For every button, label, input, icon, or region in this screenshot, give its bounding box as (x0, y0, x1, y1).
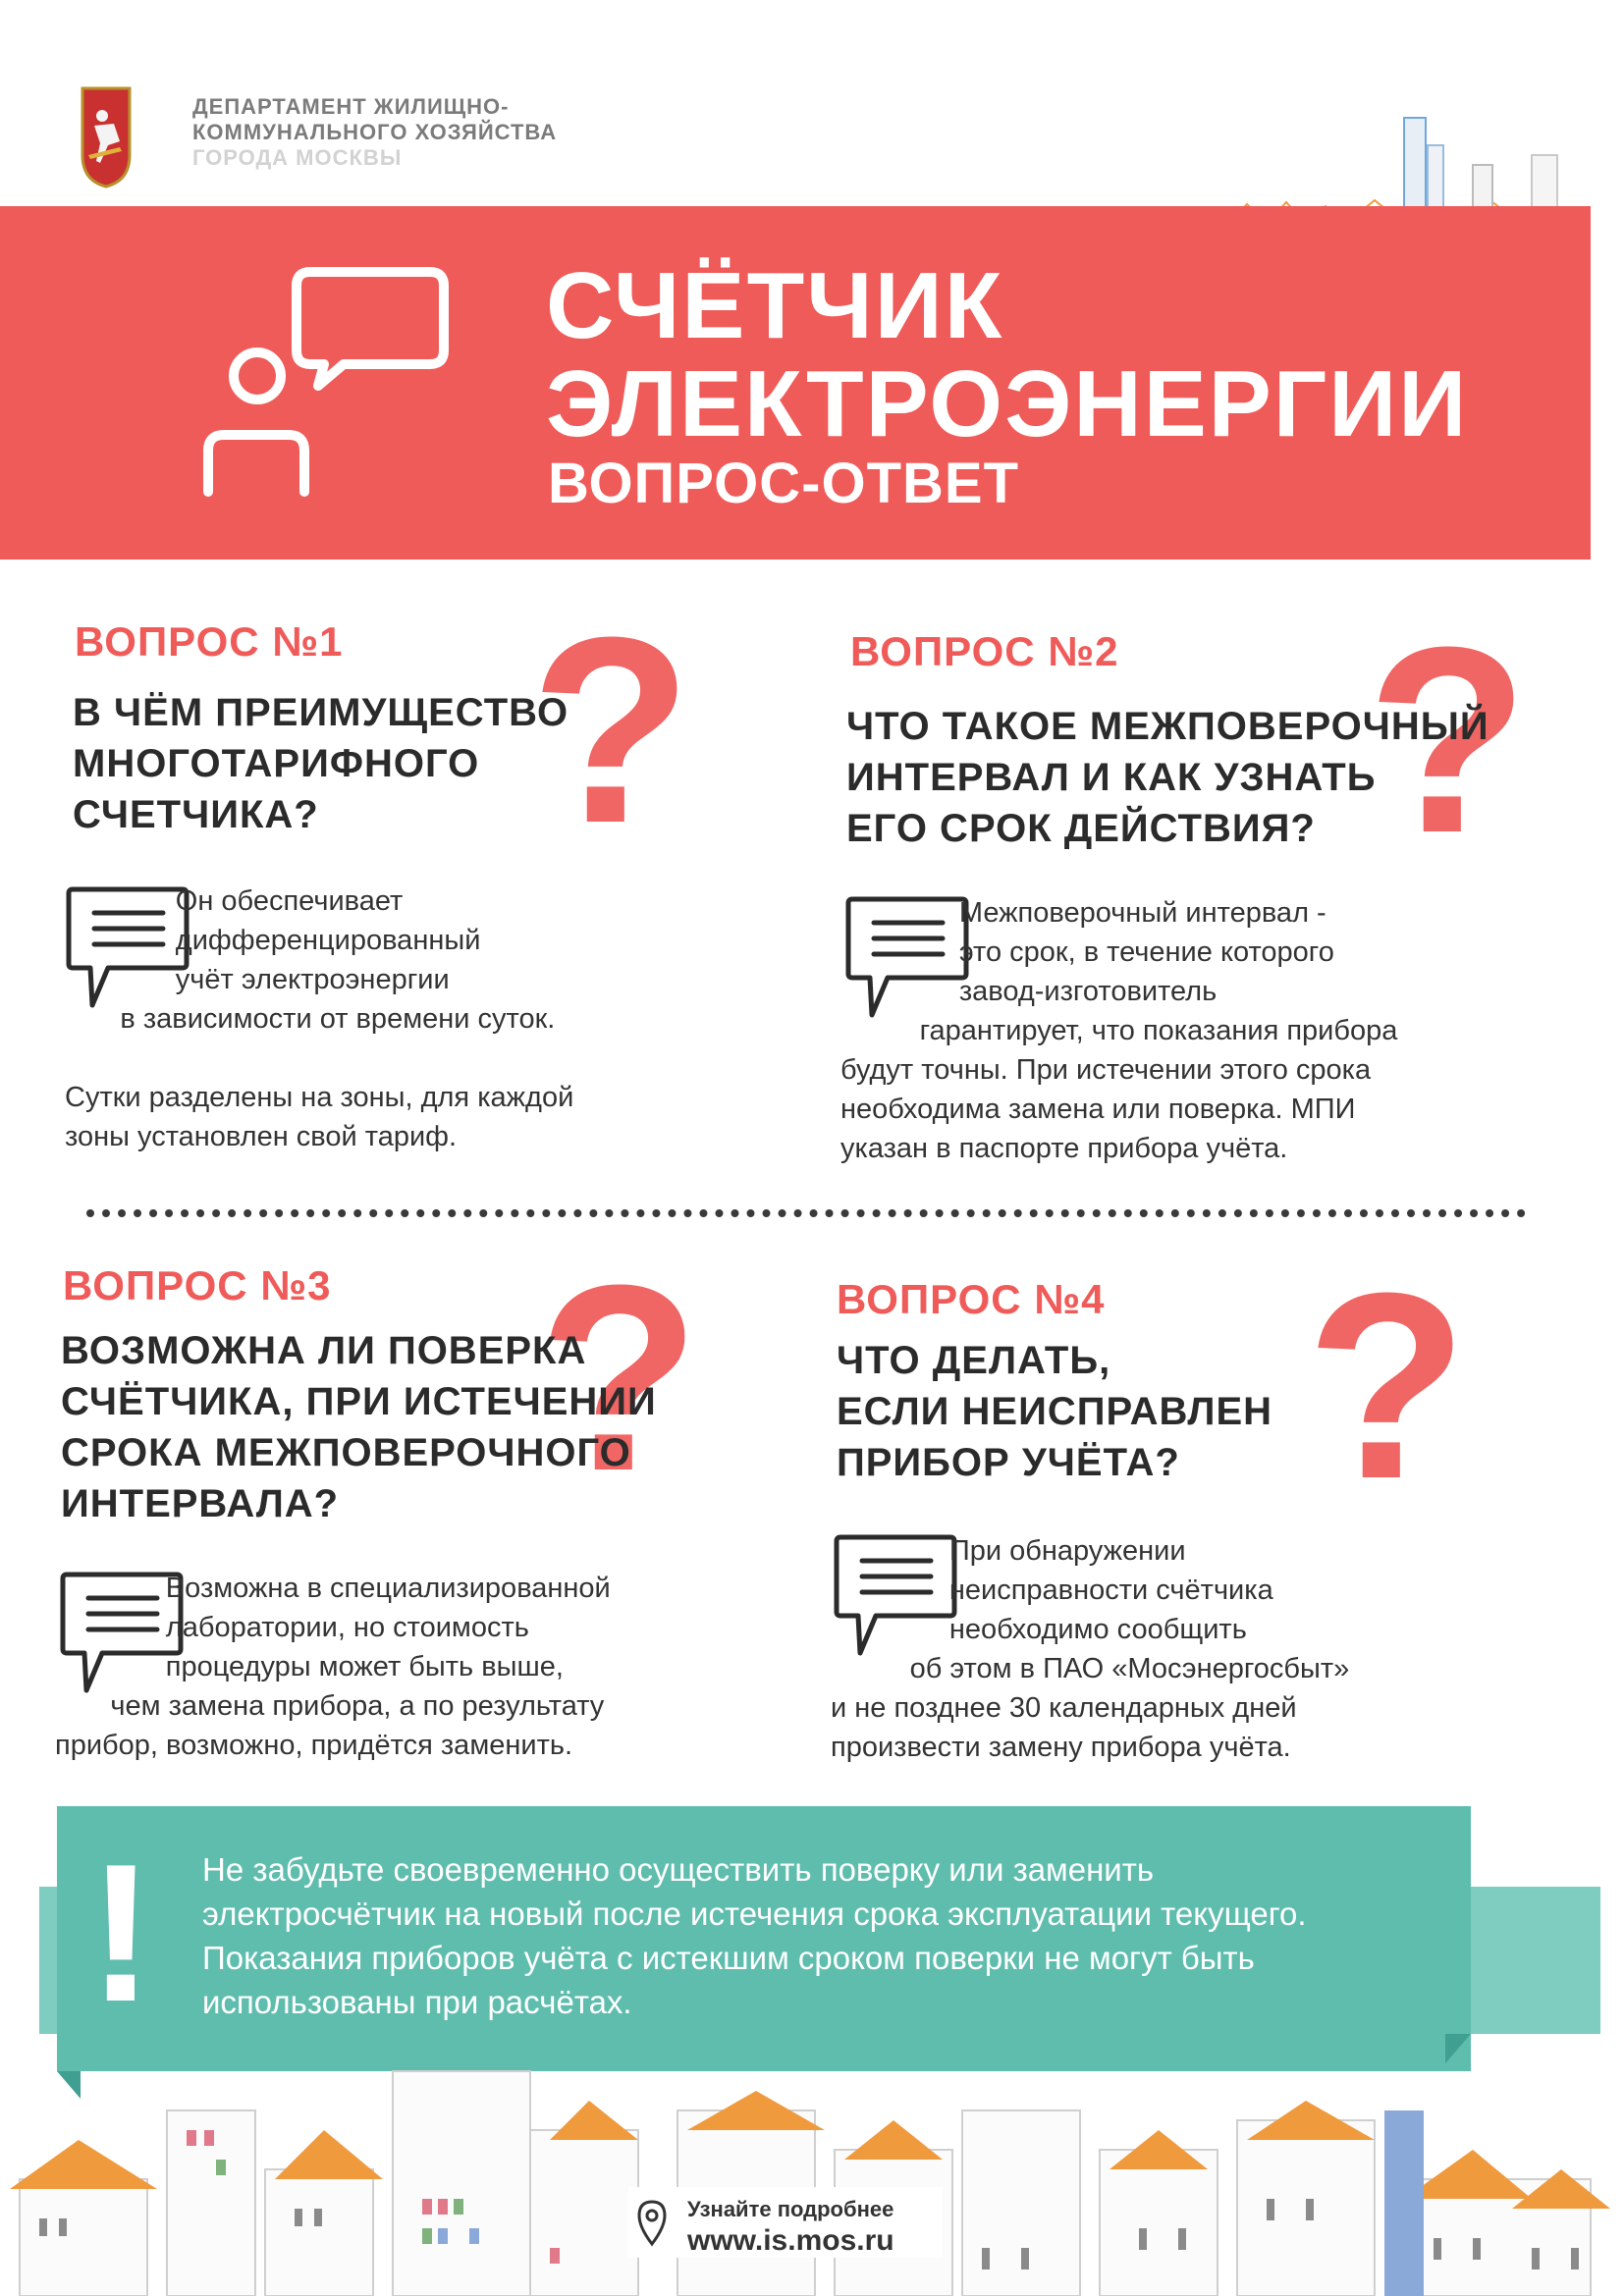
question-2-label: ВОПРОС №2 (850, 628, 1119, 674)
question-mark-icon: ? (1306, 1239, 1468, 1534)
dept-line-2: КОММУНАЛЬНОГО ХОЗЯЙСТВА (192, 120, 558, 144)
question-3-label: ВОПРОС №3 (63, 1262, 332, 1308)
person-with-speech-bubble-icon (196, 260, 461, 506)
location-pin-icon (636, 2199, 668, 2248)
subtitle: ВОПРОС-ОТВЕТ (548, 452, 1020, 515)
website-link[interactable]: www.is.mos.ru (687, 2224, 894, 2257)
question-4-text: ЧТО ДЕЛАТЬ, ЕСЛИ НЕИСПРАВЛЕН ПРИБОР УЧЁТА? (837, 1339, 1273, 1484)
title-line-1: СЧЁТЧИК (546, 253, 1004, 358)
reminder-text: Не забудьте своевременно осуществить поверку или заменить электросчётчик на новый после истечения срока эксплуатации текущего. Показания приборов учёта с истекшим сроком поверки не могут быть использованы при расчётах. (202, 1851, 1307, 2020)
question-3-text: ВОЗМОЖНА ЛИ ПОВЕРКА СЧЁТЧИКА, ПРИ ИСТЕЧЕНИИ СРОКА МЕЖПОВЕРОЧНОГО ИНТЕРВАЛА? (61, 1329, 657, 1525)
dotted-divider (86, 1209, 1526, 1217)
question-mark-icon: ? (1367, 593, 1529, 888)
dept-line-3: ГОРОДА МОСКВЫ (192, 145, 403, 170)
department-name (192, 94, 557, 171)
answer-3-text: Возможна в специализированной лаборатории, но стоимость процедуры может быть выше, чем замена прибора, а по результату прибор, возможно, придётся заменить. (55, 1573, 611, 1761)
answer-1-text: Он обеспечивает дифференцированный учёт электроэнергии в зависимости от времени суток. Сутки разделены на зоны, для каждой зоны установлен свой тариф. (65, 885, 574, 1152)
dept-line-1: ДЕПАРТАМЕНТ ЖИЛИЩНО- (192, 94, 510, 119)
question-1-text: В ЧЁМ ПРЕИМУЩЕСТВО МНОГОТАРИФНОГО СЧЕТЧИКА? (73, 691, 569, 836)
more-info-label: Узнайте подробнее (687, 2197, 894, 2221)
answer-2-text: Межповерочный интервал - это срок, в течение которого завод-изготовитель гарантирует, что показания прибора будут точны. При истечении этого срока необходима замена или поверка. МПИ указан в паспорте прибора учёта. (840, 897, 1398, 1164)
answer-4-text: При обнаружении неисправности счётчика необходимо сообщить об этом в ПАО «Мосэнергосбыт» и не позднее 30 календарных дней произвести замену прибора учёта. (831, 1535, 1350, 1763)
question-4-label: ВОПРОС №4 (837, 1276, 1106, 1322)
question-mark-icon: ? (538, 1231, 700, 1526)
question-2-text: ЧТО ТАКОЕ МЕЖПОВЕРОЧНЫЙ ИНТЕРВАЛ И КАК УЗНАТЬ ЕГО СРОК ДЕЙСТВИЯ? (846, 705, 1489, 850)
exclamation-icon: ! (88, 1824, 154, 2043)
question-1-label: ВОПРОС №1 (75, 618, 344, 665)
question-mark-icon: ? (530, 583, 692, 879)
title-line-2: ЭЛЕКТРОЭНЕРГИИ (546, 351, 1469, 456)
moscow-coat-of-arms-icon (81, 86, 132, 188)
city-skyline-illustration (0, 2052, 1624, 2296)
